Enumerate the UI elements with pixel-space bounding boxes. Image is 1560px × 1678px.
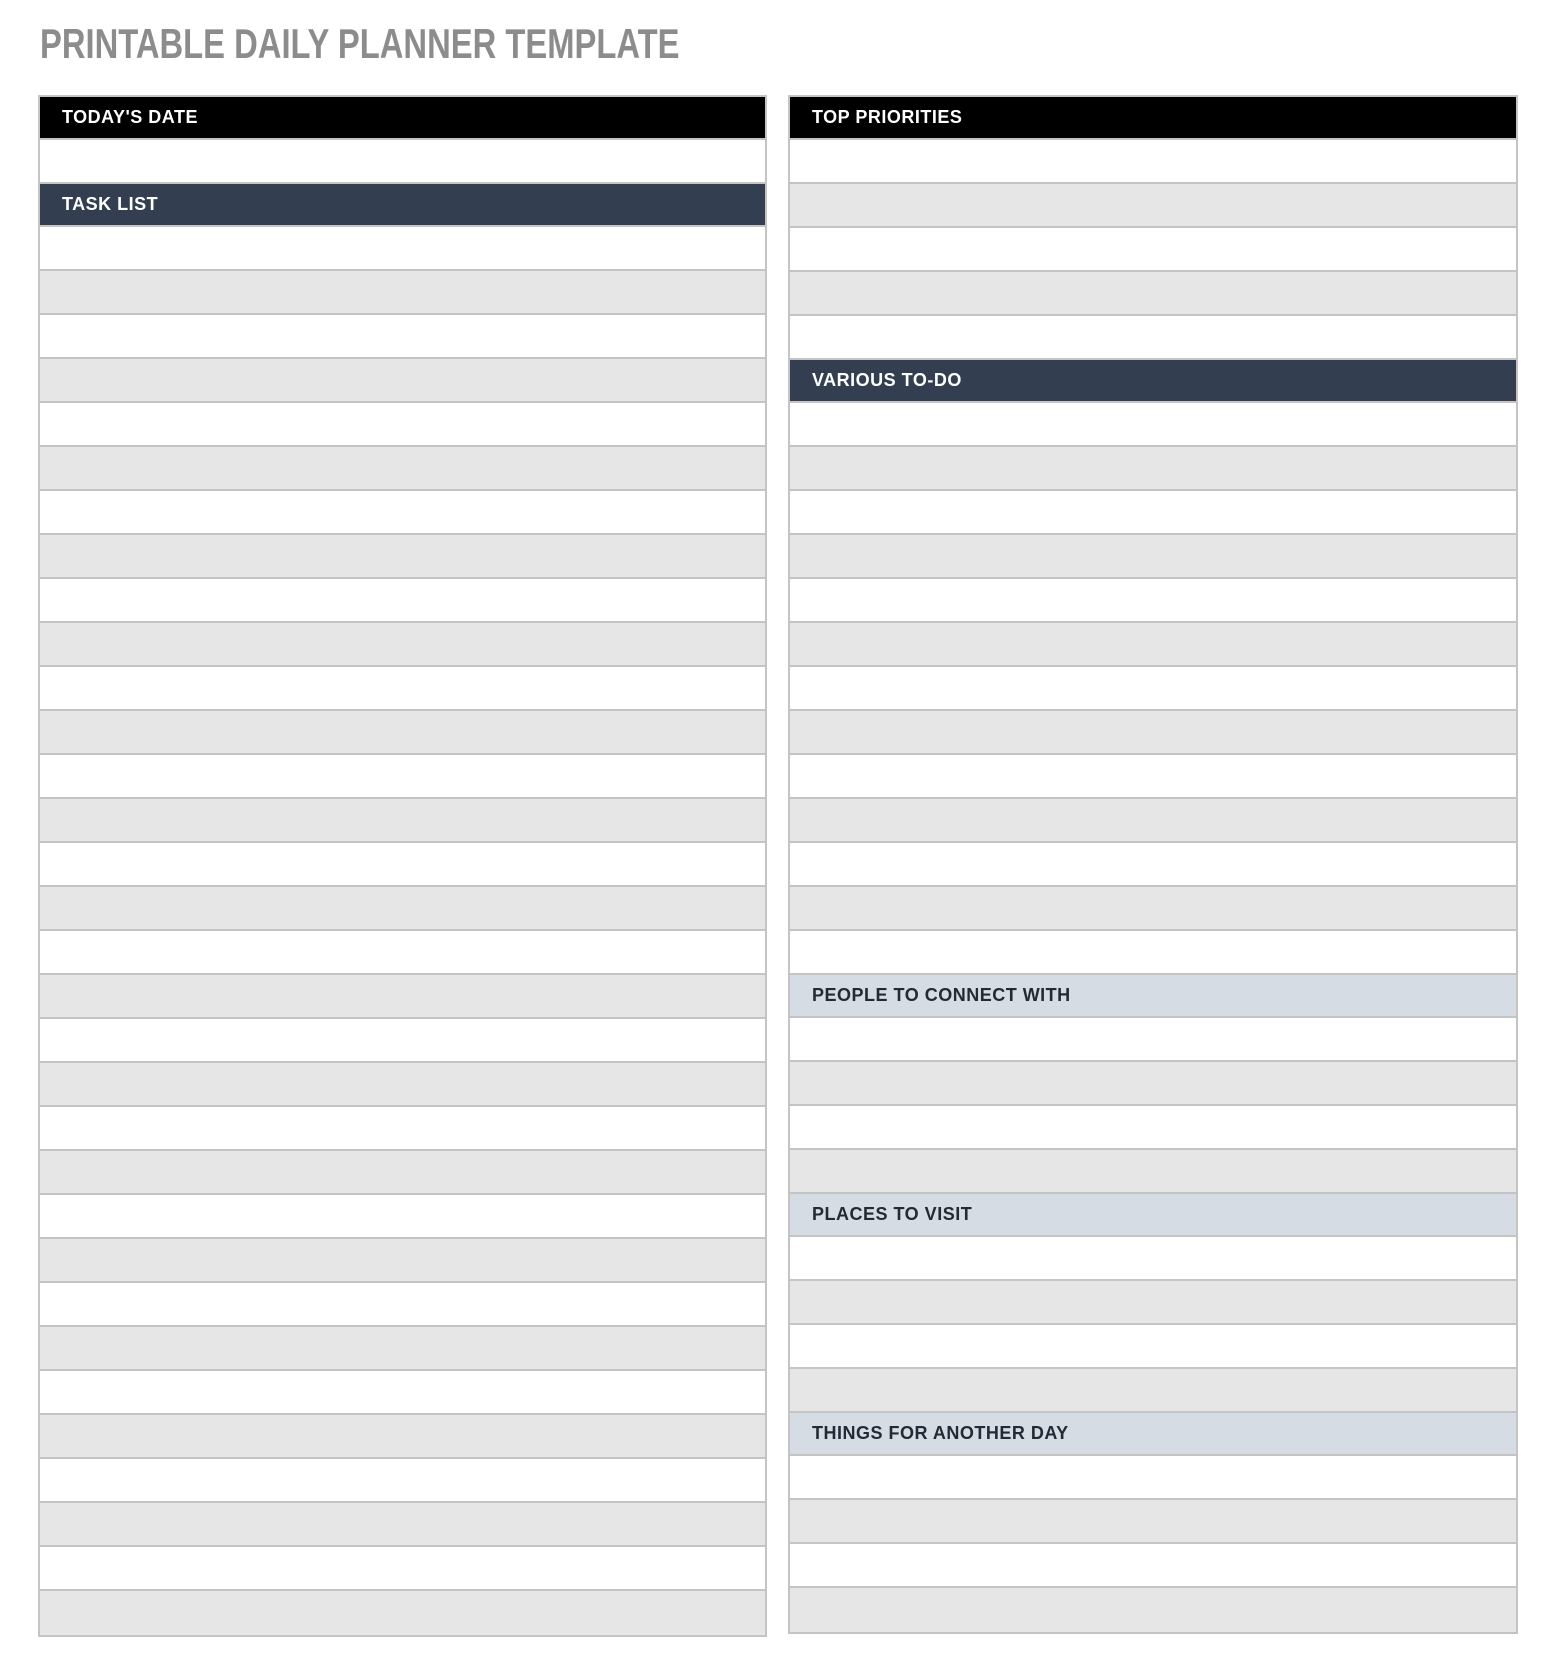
planner-row[interactable] — [40, 403, 765, 447]
section-header-places-to-visit: PLACES TO VISIT — [790, 1194, 1516, 1237]
planner-row[interactable] — [40, 623, 765, 667]
planner-row[interactable] — [790, 799, 1516, 843]
planner-row[interactable] — [790, 755, 1516, 799]
planner-row[interactable] — [40, 1195, 765, 1239]
planner-row[interactable] — [40, 1327, 765, 1371]
planner-row[interactable] — [40, 315, 765, 359]
planner-row[interactable] — [790, 711, 1516, 755]
planner-row[interactable] — [790, 1150, 1516, 1194]
planner-row[interactable] — [40, 447, 765, 491]
planner-row[interactable] — [790, 1018, 1516, 1062]
planner-row[interactable] — [790, 272, 1516, 316]
section-header-task-list: TASK LIST — [40, 184, 765, 227]
planner-row[interactable] — [790, 316, 1516, 360]
planner-row[interactable] — [790, 931, 1516, 975]
planner-row[interactable] — [40, 1591, 765, 1635]
planner-row[interactable] — [790, 623, 1516, 667]
planner-row[interactable] — [40, 799, 765, 843]
planner-row[interactable] — [790, 1325, 1516, 1369]
planner-row[interactable] — [40, 1019, 765, 1063]
planner-row[interactable] — [40, 271, 765, 315]
planner-row[interactable] — [790, 1544, 1516, 1588]
planner-row[interactable] — [790, 403, 1516, 447]
planner-row[interactable] — [40, 755, 765, 799]
planner-row[interactable] — [40, 1063, 765, 1107]
planner-row[interactable] — [40, 667, 765, 711]
planner-row[interactable] — [790, 491, 1516, 535]
planner-row[interactable] — [790, 535, 1516, 579]
page-title: PRINTABLE DAILY PLANNER TEMPLATE — [40, 20, 680, 67]
planner-row[interactable] — [40, 887, 765, 931]
planner-row[interactable] — [790, 1237, 1516, 1281]
planner-row[interactable] — [40, 843, 765, 887]
planner-row[interactable] — [40, 1547, 765, 1591]
planner-row[interactable] — [40, 931, 765, 975]
planner-row[interactable] — [40, 1415, 765, 1459]
planner-row[interactable] — [790, 1588, 1516, 1632]
planner-row[interactable] — [790, 447, 1516, 491]
planner-row[interactable] — [40, 711, 765, 755]
section-header-people-to-connect-with: PEOPLE TO CONNECT WITH — [790, 975, 1516, 1018]
planner-row[interactable] — [790, 1062, 1516, 1106]
left-column — [38, 95, 767, 1637]
planner-row[interactable] — [40, 1283, 765, 1327]
planner-row[interactable] — [40, 1239, 765, 1283]
section-header-various-to-do: VARIOUS TO-DO — [790, 360, 1516, 403]
planner-row[interactable] — [790, 1106, 1516, 1150]
planner-row[interactable] — [790, 1369, 1516, 1413]
planner-row[interactable] — [790, 184, 1516, 228]
section-header-things-for-another-day: THINGS FOR ANOTHER DAY — [790, 1413, 1516, 1456]
planner-row[interactable] — [40, 579, 765, 623]
planner-row[interactable] — [40, 359, 765, 403]
planner-row[interactable] — [790, 579, 1516, 623]
section-header-today-s-date: TODAY'S DATE — [40, 97, 765, 140]
section-header-top-priorities: TOP PRIORITIES — [790, 97, 1516, 140]
planner-row[interactable] — [790, 140, 1516, 184]
planner-row[interactable] — [40, 140, 765, 184]
planner-row[interactable] — [40, 1107, 765, 1151]
planner-row[interactable] — [40, 535, 765, 579]
planner-row[interactable] — [790, 1500, 1516, 1544]
planner-row[interactable] — [790, 667, 1516, 711]
planner-row[interactable] — [790, 843, 1516, 887]
planner-row[interactable] — [40, 1371, 765, 1415]
planner-row[interactable] — [40, 1503, 765, 1547]
planner-row[interactable] — [40, 227, 765, 271]
planner-row[interactable] — [40, 1459, 765, 1503]
planner-row[interactable] — [790, 228, 1516, 272]
right-column — [788, 95, 1518, 1634]
planner-row[interactable] — [790, 887, 1516, 931]
planner-row[interactable] — [40, 491, 765, 535]
planner-row[interactable] — [40, 1151, 765, 1195]
planner-row[interactable] — [40, 975, 765, 1019]
planner-row[interactable] — [790, 1281, 1516, 1325]
planner-row[interactable] — [790, 1456, 1516, 1500]
